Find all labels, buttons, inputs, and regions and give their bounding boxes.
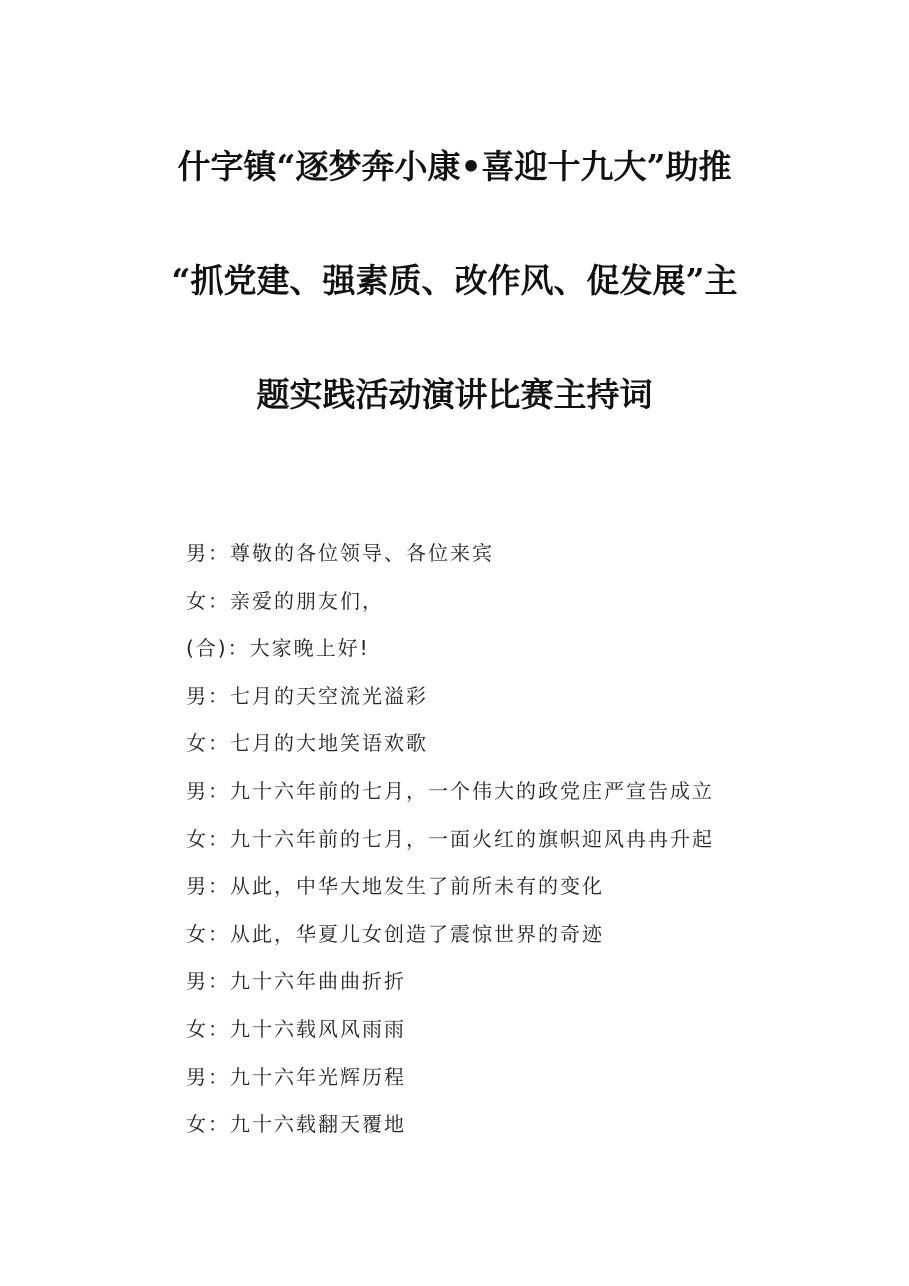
script-line: 男：尊敬的各位领导、各位来宾 [186, 541, 494, 565]
script-line: 男：九十六年光辉历程 [186, 1064, 406, 1089]
script-line: 男：七月的天空流光溢彩 [186, 683, 428, 708]
document-title [0, 138, 909, 480]
host-script [186, 530, 786, 1149]
script-line: 女：七月的大地笑语欢歌 [186, 731, 428, 756]
title-line: “抓党建、强素质、改作风、促发展”主 [171, 261, 738, 300]
script-line: 男：从此，中华大地发生了前所未有的变化 [186, 874, 604, 899]
title-line: 什字镇“逐梦奔小康•喜迎十九大”助推 [177, 147, 732, 186]
script-line: 男：九十六年曲曲折折 [186, 969, 406, 994]
script-line: 男：九十六年前的七月，一个伟大的政党庄严宣告成立 [186, 778, 714, 803]
script-line: 女：九十六载翻天覆地 [186, 1112, 406, 1137]
title-line: 题实践活动演讲比赛主持词 [256, 375, 653, 414]
script-line: (合)：大家晚上好! [186, 636, 370, 661]
script-line: 女：九十六载风风雨雨 [186, 1016, 406, 1041]
script-line: 女：九十六年前的七月，一面火红的旗帜迎风冉冉升起 [186, 826, 714, 851]
script-line: 女：从此，华夏儿女创造了震惊世界的奇迹 [186, 921, 604, 946]
script-line: 女：亲爱的朋友们， [186, 588, 384, 613]
